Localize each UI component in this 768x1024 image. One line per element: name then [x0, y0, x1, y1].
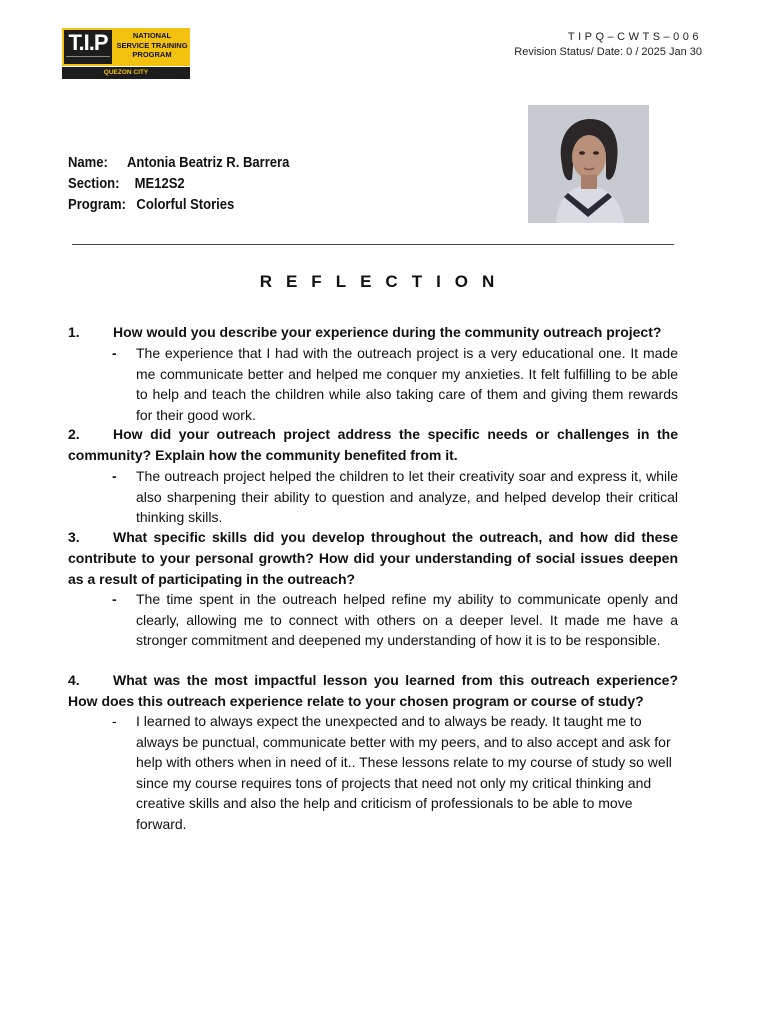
- question-number: 2.: [68, 426, 80, 442]
- bullet-dash: -: [112, 591, 117, 607]
- answer-1: [112, 343, 678, 425]
- nstp-line-1: NATIONAL: [132, 31, 172, 40]
- answer-text: I learned to always expect the unexpected and to always be ready. It taught me to always be punctual, communicate better with my peers, and to also accept and ask for help with others when in need of it.. These lessons relate to my course of study so well since my course requires tons of projects that need not only my critical thinking and creative skills and also the help and criticism of professionals to be able to move forward.: [136, 713, 672, 832]
- tip-mark-text: T.I.P: [68, 30, 108, 55]
- question-text: How did your outreach project address the specific needs or challenges in the community? Explain how the community benefited from it.: [68, 426, 678, 463]
- bullet-dash: -: [112, 345, 117, 361]
- tip-mark-underline: [66, 56, 110, 62]
- question-number: 3.: [68, 529, 80, 545]
- program-label: Program:: [68, 197, 127, 213]
- section-label: Section:: [68, 176, 120, 192]
- question-1: [68, 322, 678, 343]
- horizontal-divider: [72, 244, 674, 245]
- answer-text: The time spent in the outreach helped refine my ability to communicate openly and clearly, allowing me to connect with others on a deeper level. It made me have a stronger commitment and deepened my understanding of how it is to be responsible.: [136, 591, 678, 649]
- question-text: What specific skills did you develop throughout the outreach, and how did these contribute to your personal growth? How did your understanding of social issues deepen as a result of participating in the outreach?: [68, 529, 678, 587]
- section-row: [68, 174, 289, 195]
- nstp-line-3: PROGRAM: [132, 50, 172, 59]
- student-name: Antonia Beatriz R. Barrera: [126, 155, 290, 171]
- answer-4: [112, 711, 678, 835]
- name-label: Name:: [68, 155, 108, 171]
- revision-status: Revision Status/ Date: 0 / 2025 Jan 30: [514, 46, 702, 58]
- student-section: ME12S2: [134, 176, 185, 192]
- page-title: REFLECTION: [259, 272, 509, 291]
- answer-text: The outreach project helped the children to let their creativity soar and express it, while also sharpening their ability to question and analyze, and helped develop their critical thinking skills.: [136, 468, 678, 526]
- student-info: [68, 153, 289, 216]
- nstp-text: [114, 31, 190, 60]
- answer-text: The experience that I had with the outreach project is a very educational one. It made me communicate better and helped me conquer my anxieties. It felt fulfilling to be able to help and teach the children while also taking care of them and giving them rewards for their good work.: [136, 345, 678, 423]
- document-code: TIPQ–CWTS–006: [567, 31, 702, 43]
- name-row: [68, 153, 289, 174]
- nstp-line-2: SERVICE TRAINING: [116, 40, 188, 50]
- bullet-dash: -: [112, 713, 117, 729]
- portrait-illustration: [528, 105, 649, 223]
- student-program: Colorful Stories: [136, 197, 235, 213]
- program-row: [68, 195, 289, 216]
- answer-3: [112, 589, 678, 651]
- question-text: How would you describe your experience during the community outreach project?: [113, 324, 662, 340]
- document-code-block: [514, 30, 702, 60]
- logo-city: QUEZON CITY: [62, 67, 190, 79]
- student-photo: [528, 105, 649, 223]
- question-number: 4.: [68, 672, 80, 688]
- question-3: [68, 527, 678, 590]
- question-number: 1.: [68, 324, 80, 340]
- bullet-dash: -: [112, 468, 117, 484]
- question-2: [68, 424, 678, 466]
- tip-mark: [64, 30, 112, 64]
- question-4: [68, 670, 678, 712]
- question-text: What was the most impactful lesson you learned from this outreach experience? How does this outreach experience relate to your chosen program or course of study?: [68, 672, 678, 709]
- tip-nstp-logo: [62, 28, 190, 80]
- answer-2: [112, 466, 678, 528]
